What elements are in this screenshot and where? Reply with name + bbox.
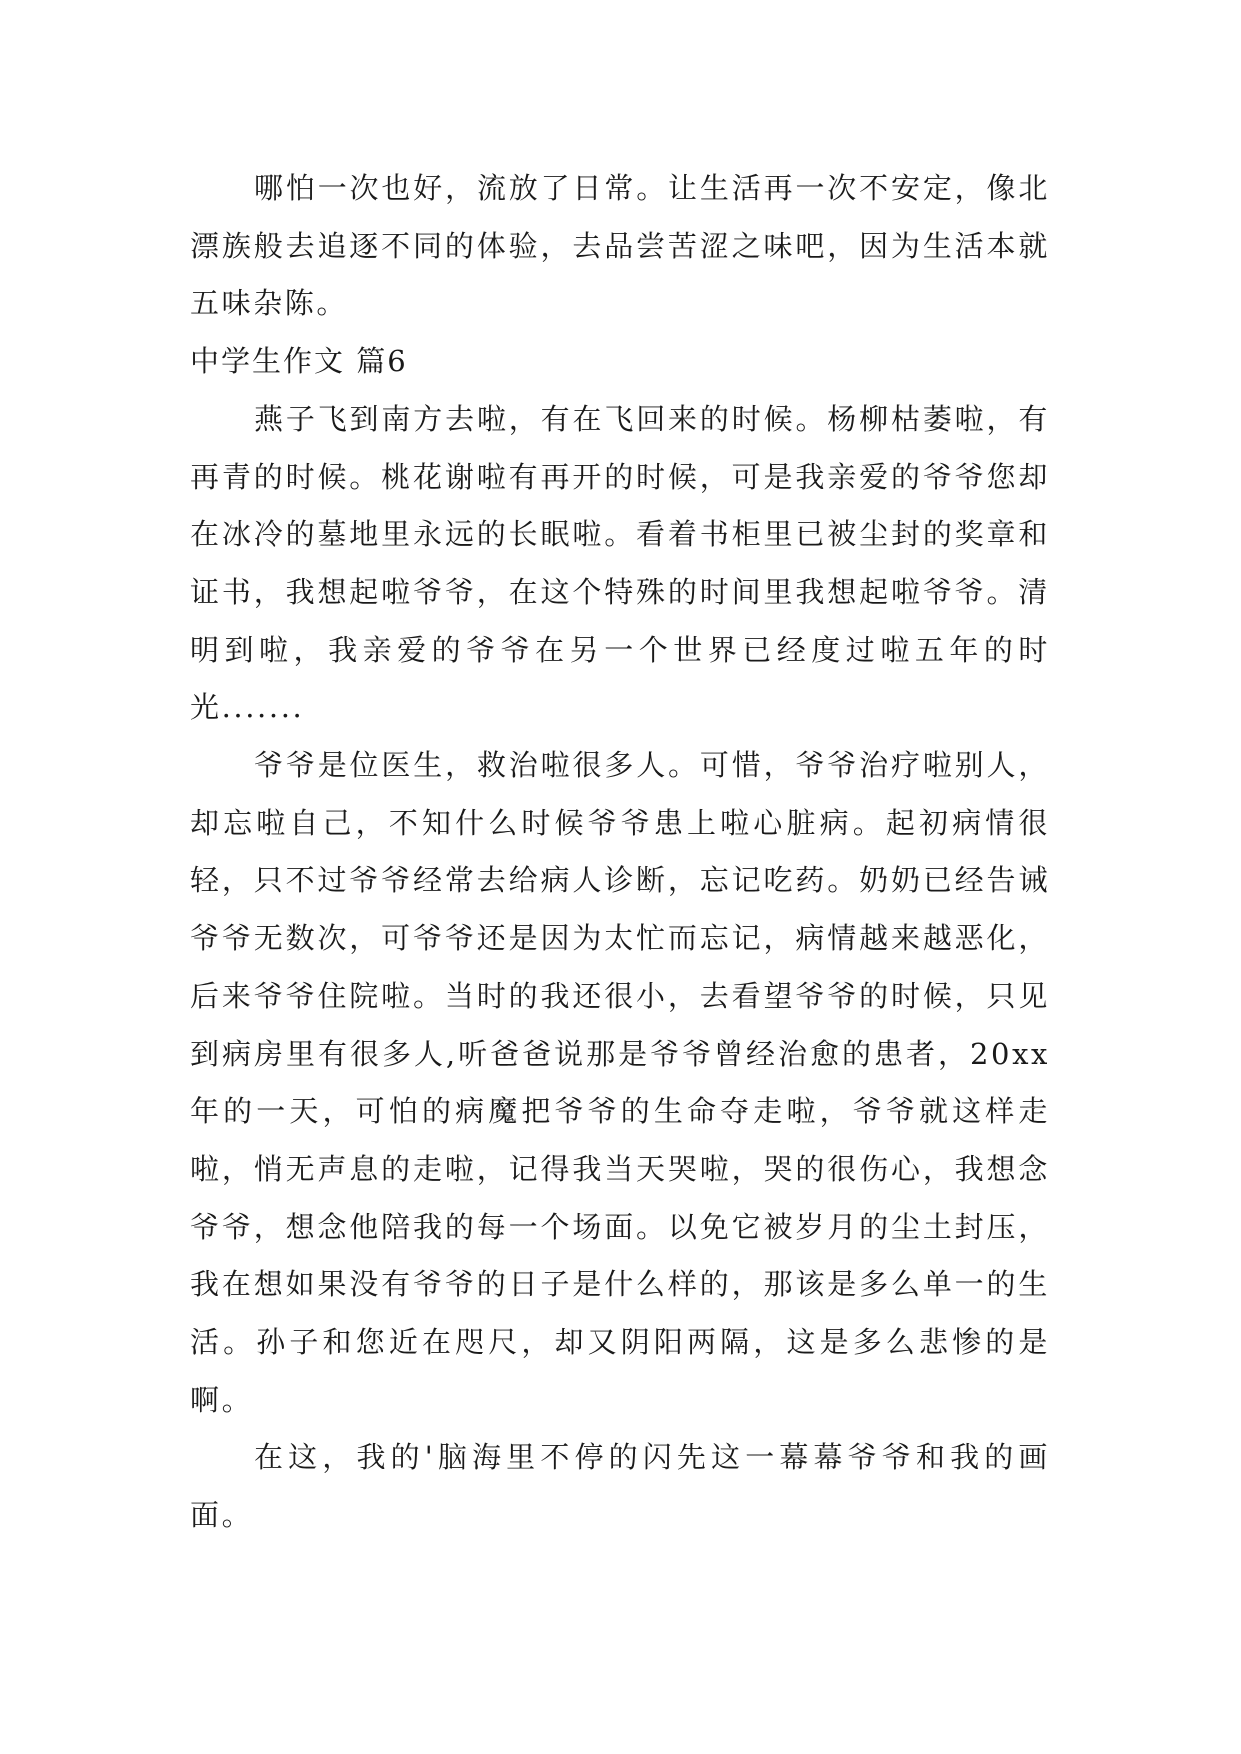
paragraph-2: 燕子飞到南方去啦，有在飞回来的时候。杨柳枯萎啦，有再青的时候。桃花谢啦有再开的时候，可是我亲爱的爷爷您却在冰冷的墓地里永远的长眠啦。看着书柜里已被尘封的奖章和证书，我想起啦爷爷，在这个特殊的时间里我想起啦爷爷。清明到啦，我亲爱的爷爷在另一个世界已经度过啦五年的时光....... <box>190 401 1050 725</box>
paragraph-4: 在这，我的'脑海里不停的闪先这一幕幕爷爷和我的画面。 <box>190 1440 1050 1533</box>
essay-body <box>190 160 1050 1545</box>
section-heading: 中学生作文 篇6 <box>190 344 408 379</box>
paragraph-3: 爷爷是位医生，救治啦很多人。可惜，爷爷治疗啦别人，却忘啦自己，不知什么时候爷爷患上啦心脏病。起初病情很轻，只不过爷爷经常去给病人诊断，忘记吃药。奶奶已经告诫爷爷无数次，可爷爷还是因为太忙而忘记，病情越来越恶化，后来爷爷住院啦。当时的我还很小，去看望爷爷的时候，只见到病房里有很多人,听爸爸说那是爷爷曾经治愈的患者，20xx年的一天，可怕的病魔把爷爷的生命夺走啦，爷爷就这样走啦，悄无声息的走啦，记得我当天哭啦，哭的很伤心，我想念爷爷，想念他陪我的每一个场面。以免它被岁月的尘土封压，我在想如果没有爷爷的日子是什么样的，那该是多么单一的生活。孙子和您近在咫尺，却又阴阳两隔，这是多么悲惨的是啊。 <box>190 748 1050 1417</box>
paragraph-1: 哪怕一次也好，流放了日常。让生活再一次不安定，像北漂族般去追逐不同的体验，去品尝苦涩之味吧，因为生活本就五味杂陈。 <box>190 171 1050 321</box>
